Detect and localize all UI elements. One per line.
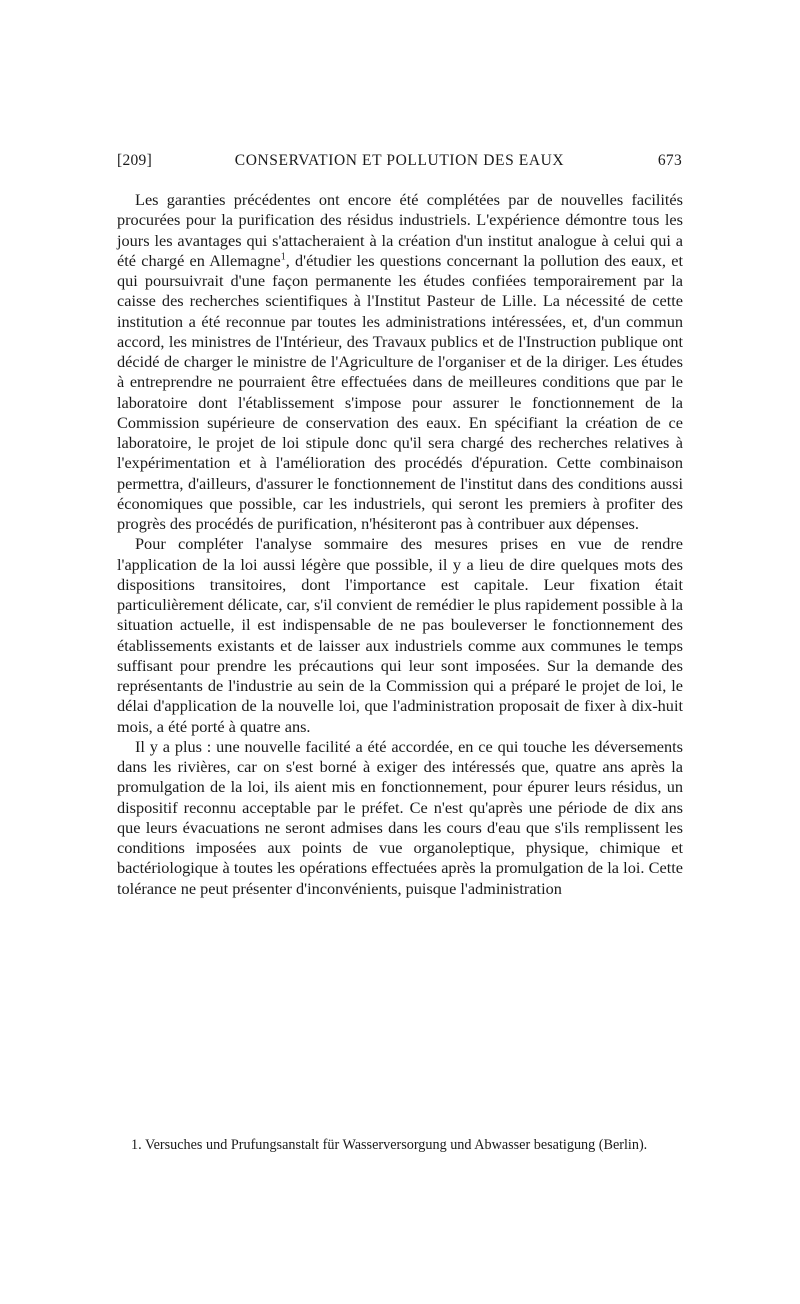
footnote-paragraph: [117, 1136, 683, 1154]
page-reference: [209]: [117, 152, 153, 169]
footnote: [117, 1136, 683, 1154]
running-title: CONSERVATION ET POLLUTION DES EAUX: [234, 152, 565, 169]
paragraph-2: Pour compléter l'analyse sommaire des mesures prises en vue de rendre l'application de la loi aussi légère que possible, il y a lieu de dire quelques mots des dispositions transitoires, dont l'importance est capitale. Leur fixation était particulièrement délicate, car, s'il convient de remédier le plus rapidement possible à la situation actuelle, il est indispensable de ne pas bouleverser le fonctionnement des établissements existants et de laisser aux industriels comme aux communes le temps suffisant pour prendre les précautions qui leur sont imposées. Sur la demande des représentants de l'industrie au sein de la Commission qui a préparé le projet de loi, le délai d'application de la nouvelle loi, que l'administration proposait de fixer à dix-huit mois, a été porté à quatre ans.: [117, 534, 683, 736]
paragraph-1-text-a: Les garanties précédentes ont encore été complétées par de nouvelles facilités procurées pour la purification des résidus industriels. L'expérience démontre tous les jours les avantages qui s'attacheraient à la création d'un institut analogue à celui qui a été chargé en Allemagne: [117, 190, 683, 270]
paragraph-1: [117, 190, 683, 534]
footnote-text: Versuches und Prufungsanstalt für Wasserversorgung und Abwasser besatigung (Berlin).: [144, 1137, 648, 1153]
footnote-marker: 1.: [131, 1137, 142, 1153]
running-head: [117, 152, 682, 176]
page-number: 673: [657, 152, 682, 169]
paragraph-3: Il y a plus : une nouvelle facilité a été accordée, en ce qui touche les déversements dans les rivières, car on s'est borné à exiger des intéressés que, quatre ans après la promulgation de la loi, ils aient mis en fonctionnement, pour épurer leurs résidus, un dispositif reconnu acceptable par le préfet. Ce n'est qu'après une période de dix ans que leurs évacuations ne seront admises dans les cours d'eau que s'ils remplissent les conditions imposées aux points de vue organoleptique, physique, chimique et bactériologique à toutes les opérations effectuées après la promulgation de la loi. Cette tolérance ne peut présenter d'inconvénients, puisque l'administration: [117, 736, 683, 898]
paragraph-1-text-b: , d'étudier les questions concernant la pollution des eaux, et qui poursuivrait d'une façon permanente les études confiées temporairement par la caisse des recherches scientifiques à l'Institut Pasteur de Lille. La nécessité de cette institution a été reconnue par toutes les administrations intéressées, et, d'un commun accord, les ministres de l'Intérieur, des Travaux publics et de l'Instruction publique ont décidé de charger le ministre de l'Agriculture de l'organiser et de la diriger. Les études à entreprendre ne pourraient être effectuées dans de meilleures conditions que par le laboratoire dont l'établissement s'impose pour assurer le fonctionnement de la Commission supérieure de conservation des eaux. En spécifiant la création de ce laboratoire, le projet de loi stipule donc qu'il sera chargé des recherches relatives à l'expérimentation et à l'amélioration des procédés d'épuration. Cette combinaison permettra, d'ailleurs, d'assurer le fonctionnement de l'institut dans des conditions aussi économiques que possible, car les industriels, qui seront les premiers à profiter des progrès des procédés de purification, n'hésiteront pas à contribuer aux dépenses.: [117, 250, 683, 533]
footnote-reference: 1: [280, 251, 286, 263]
body-text: [117, 190, 683, 899]
